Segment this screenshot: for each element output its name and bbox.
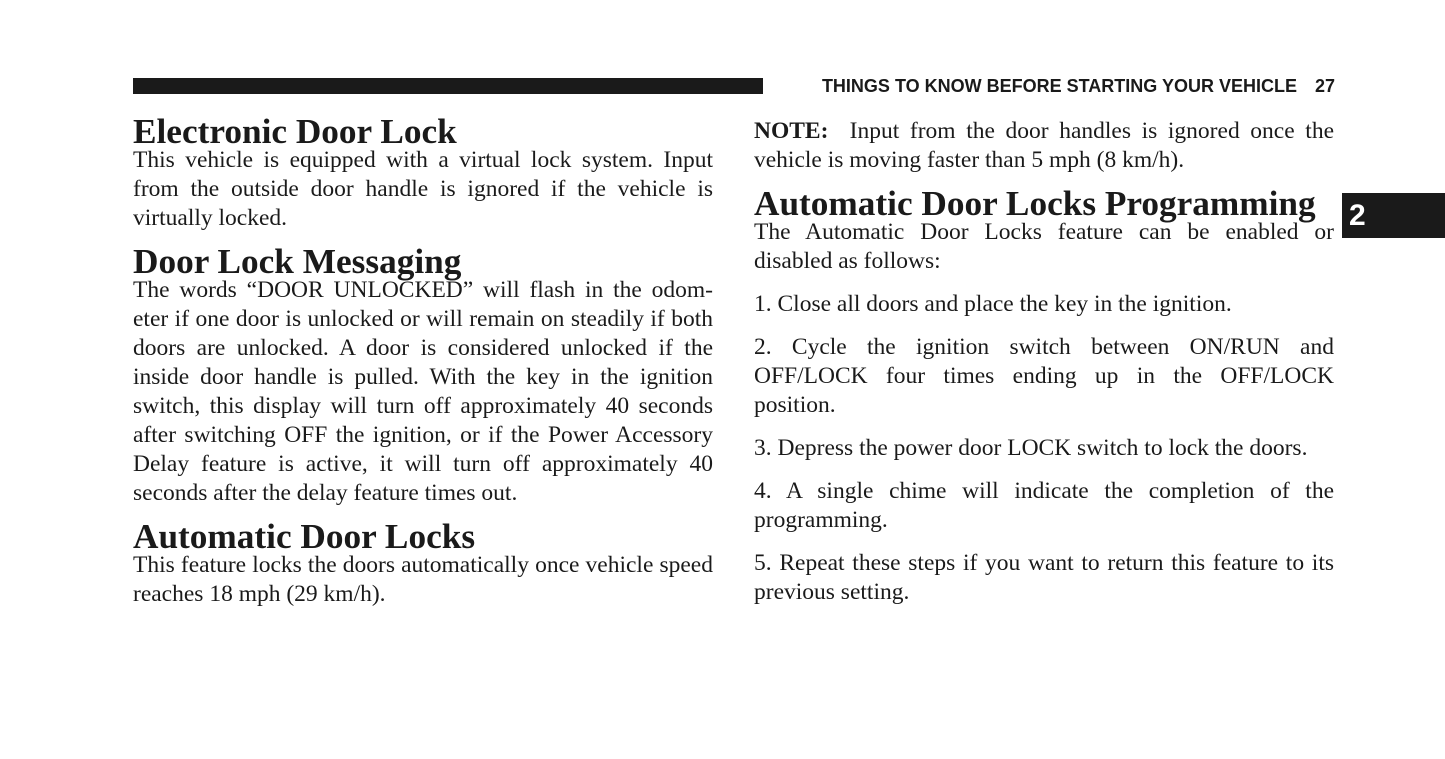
section-heading: Automatic Door Locks Programming: [754, 184, 1316, 223]
section-title: THINGS TO KNOW BEFORE STARTING YOUR VEHICLE: [821, 76, 1297, 96]
section-heading: Electronic Door Lock: [133, 112, 457, 151]
header-rule-bar: [133, 78, 763, 94]
step-item: [754, 477, 1334, 535]
section-body: This feature locks the doors automatically once vehicle speed reaches 18 mph (29 km/h).: [133, 552, 713, 607]
step-text: 5. Repeat these steps if you want to return this feature to its previous setting.: [754, 550, 1334, 605]
chapter-tab: 2: [1342, 193, 1445, 238]
section-heading: Door Lock Messaging: [133, 242, 462, 281]
section-door-lock-messaging: [133, 242, 713, 508]
step-item: [754, 333, 1334, 420]
step-text: 2. Cycle the ignition switch between ON/RUN and OFF/LOCK four times ending up in the OFF/LOCK position.: [754, 334, 1334, 418]
step-text: 4. A single chime will indicate the completion of the programming.: [754, 478, 1334, 533]
left-column: [133, 112, 713, 623]
step-text: 1. Close all doors and place the key in the ignition.: [754, 291, 1232, 317]
section-electronic-door-lock: [133, 112, 713, 233]
note-paragraph: [754, 117, 1334, 175]
section-body: This vehicle is equipped with a virtual lock system. Input from the outside door handle is ignored if the vehicle is virtually locked.: [133, 147, 713, 231]
section-automatic-door-locks: [133, 517, 713, 609]
note-label: NOTE:: [754, 118, 829, 144]
running-header: [775, 75, 1335, 97]
page-number: 27: [1314, 76, 1335, 96]
right-column: [754, 117, 1334, 621]
section-body: The Automatic Door Locks feature can be enabled or disabled as follows:: [754, 219, 1334, 274]
note-text: Input from the door handles is ignored once the vehicle is moving faster than 5 mph (8 km/h).: [754, 118, 1334, 173]
note-block: [754, 117, 1334, 175]
step-item: [754, 549, 1334, 607]
section-heading: Automatic Door Locks: [133, 517, 476, 556]
section-programming: [754, 184, 1334, 276]
step-text: 3. Depress the power door LOCK switch to lock the doors.: [754, 435, 1308, 461]
step-item: [754, 290, 1334, 319]
step-item: [754, 434, 1334, 463]
section-body: The words “DOOR UNLOCKED” will flash in the odom-eter if one door is unlocked or will remain on steadily if both doors are unlocked. A door is considered unlocked if the inside door handle is pulled. With the key in the ignition switch, this display will turn off approximately 40 seconds after switching OFF the ignition, or if the Power Accessory Delay feature is active, it will turn off approximately 40 seconds after the delay feature times out.: [133, 277, 713, 506]
